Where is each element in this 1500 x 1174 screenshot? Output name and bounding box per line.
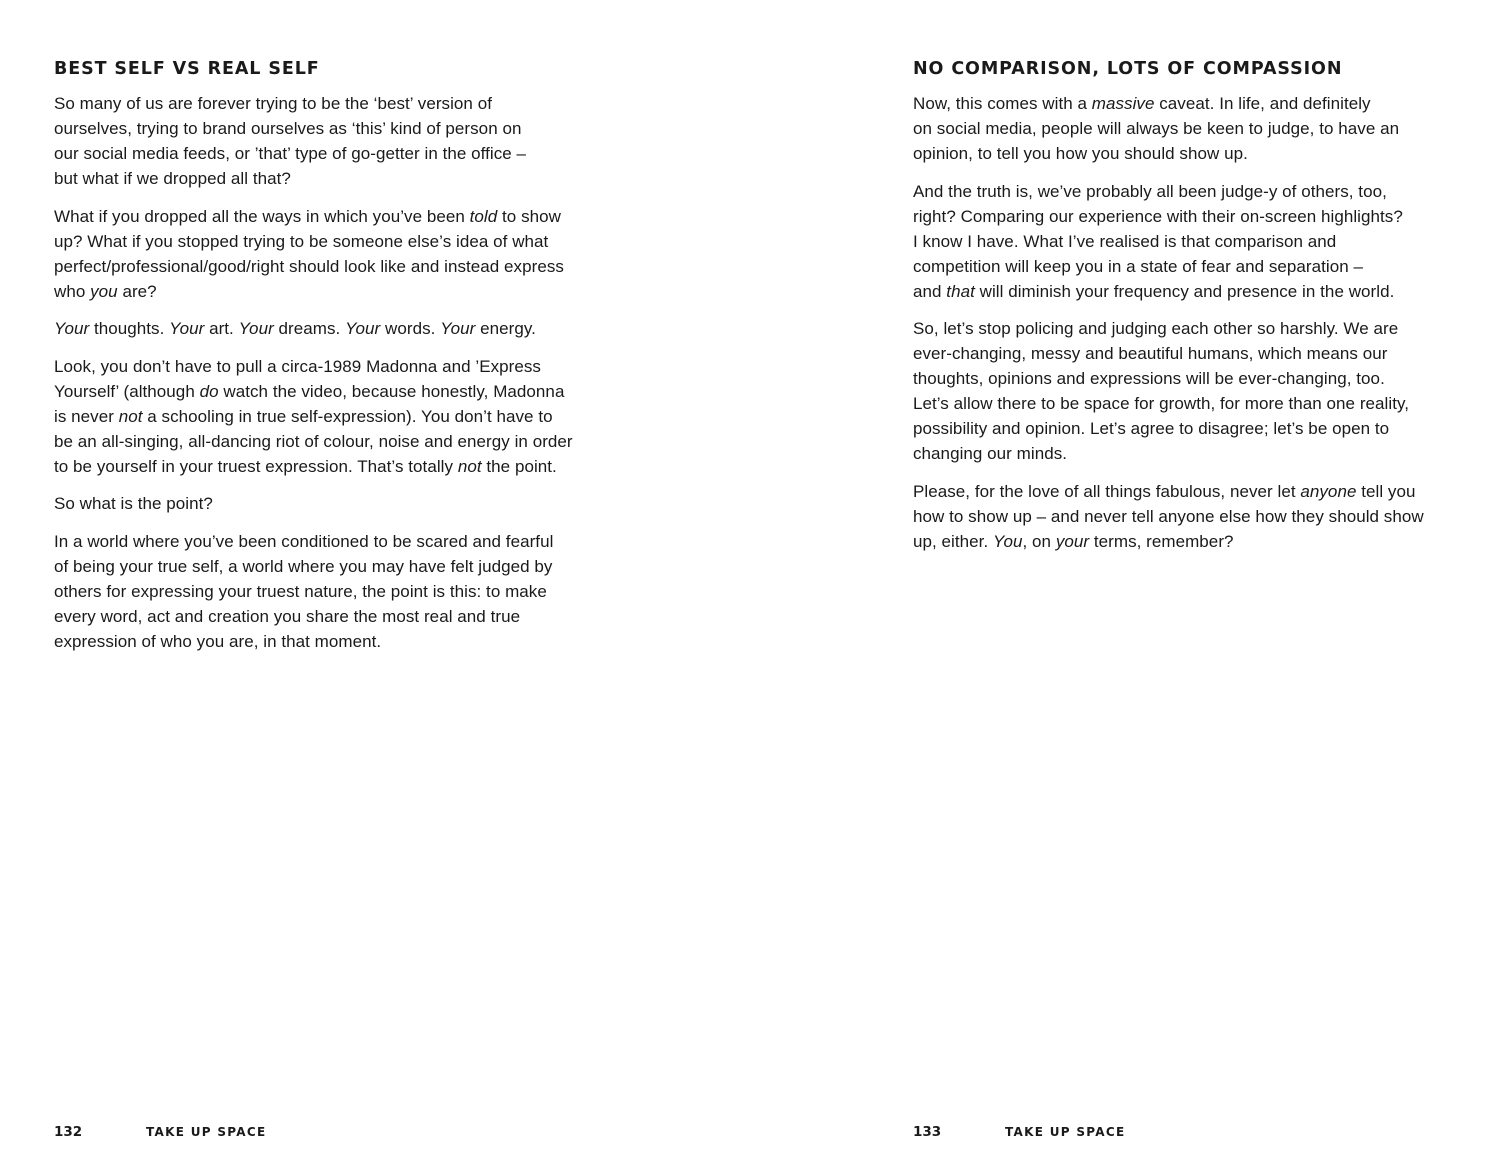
body-paragraph: So, let’s stop policing and judging each other so harshly. We are ever-changing, messy and beautiful humans, which means our thoughts, opinions and expressions will be ever-changing, too. Let’s allow there to be space for growth, for more than one reality, possibility and opinion. Let’s agree to disagree; let’s be open to changing our minds. (913, 319, 1410, 463)
left-page-heading: BEST SELF VS REAL SELF (54, 59, 320, 79)
right-page-text-column (913, 57, 1458, 566)
page-number: 132 (54, 1124, 83, 1140)
emphasis-text: Your (54, 319, 90, 338)
right-page-body (913, 91, 1458, 554)
running-head: TAKE UP SPACE (146, 1125, 267, 1139)
emphasis-text: do (199, 381, 219, 401)
body-paragraph: So what is the point? (54, 494, 213, 513)
right-page-heading: NO COMPARISON, LOTS OF COMPASSION (913, 59, 1343, 79)
emphasis-text: Your (238, 319, 274, 338)
right-page (750, 0, 1500, 1174)
emphasis-text: You (993, 531, 1023, 551)
body-paragraph: So many of us are forever trying to be the ‘best’ version of ourselves, trying to brand ourselves as ‘this’ kind of person on our social media feeds, or ’that’ type of go-getter in the office – but what if we dropped all that? (54, 94, 527, 188)
body-paragraph: What if you dropped all the ways in which you’ve been told to show up? What if you stopped trying to be someone else’s idea of what perfect/professional/good/right should look like and instead express who you are? (54, 206, 564, 301)
body-paragraph: Now, this comes with a massive caveat. In life, and definitely on social media, people will always be keen to judge, to have an opinion, to tell you how you should show up. (913, 94, 1400, 163)
emphasis-text: told (469, 206, 498, 226)
body-paragraph: In a world where you’ve been conditioned to be scared and fearful of being your true self, a world where you may have felt judged by others for expressing your truest nature, the point is this: to make every word, act and creation you share the most real and true expression of who you are, in that moment. (54, 531, 554, 651)
left-page-text-column (54, 57, 599, 666)
body-paragraph: And the truth is, we’ve probably all been judge-y of others, too, right? Comparing our experience with their on-screen highlights? I know I have. What I’ve realised is that comparison and competition will keep you in a state of fear and separation – and that will diminish your frequency and presence in the world. (913, 181, 1403, 301)
emphasis-text: your (1055, 531, 1090, 551)
emphasis-text: Your (440, 319, 476, 338)
page-number: 133 (913, 1124, 942, 1140)
left-page-body (54, 91, 599, 654)
emphasis-text: not (457, 456, 482, 476)
body-paragraph: Look, you don’t have to pull a circa-1989 Madonna and ’Express Yourself’ (although do watch the video, because honestly, Madonna is never not a schooling in true self-expression). You don’t have to be an all-singing, all-dancing riot of colour, noise and energy in order to be yourself in your truest expression. That’s totally not the point. (54, 356, 573, 476)
right-page-footer (913, 1121, 1125, 1143)
body-paragraph: Please, for the love of all things fabulous, never let anyone tell you how to show up – and never tell anyone else how they should show up, either. You, on your terms, remember? (913, 481, 1424, 551)
running-head: TAKE UP SPACE (1005, 1125, 1126, 1139)
emphasis-text: massive (1091, 94, 1155, 113)
emphasis-text: anyone (1300, 481, 1357, 501)
left-page-footer (54, 1121, 266, 1143)
emphasis-text: you (90, 281, 118, 301)
emphasis-text: Your (345, 319, 381, 338)
body-paragraph: Your thoughts. Your art. Your dreams. Your words. Your energy. (54, 319, 536, 338)
emphasis-text: not (118, 406, 143, 426)
emphasis-text: that (946, 281, 975, 301)
emphasis-text: Your (169, 319, 205, 338)
